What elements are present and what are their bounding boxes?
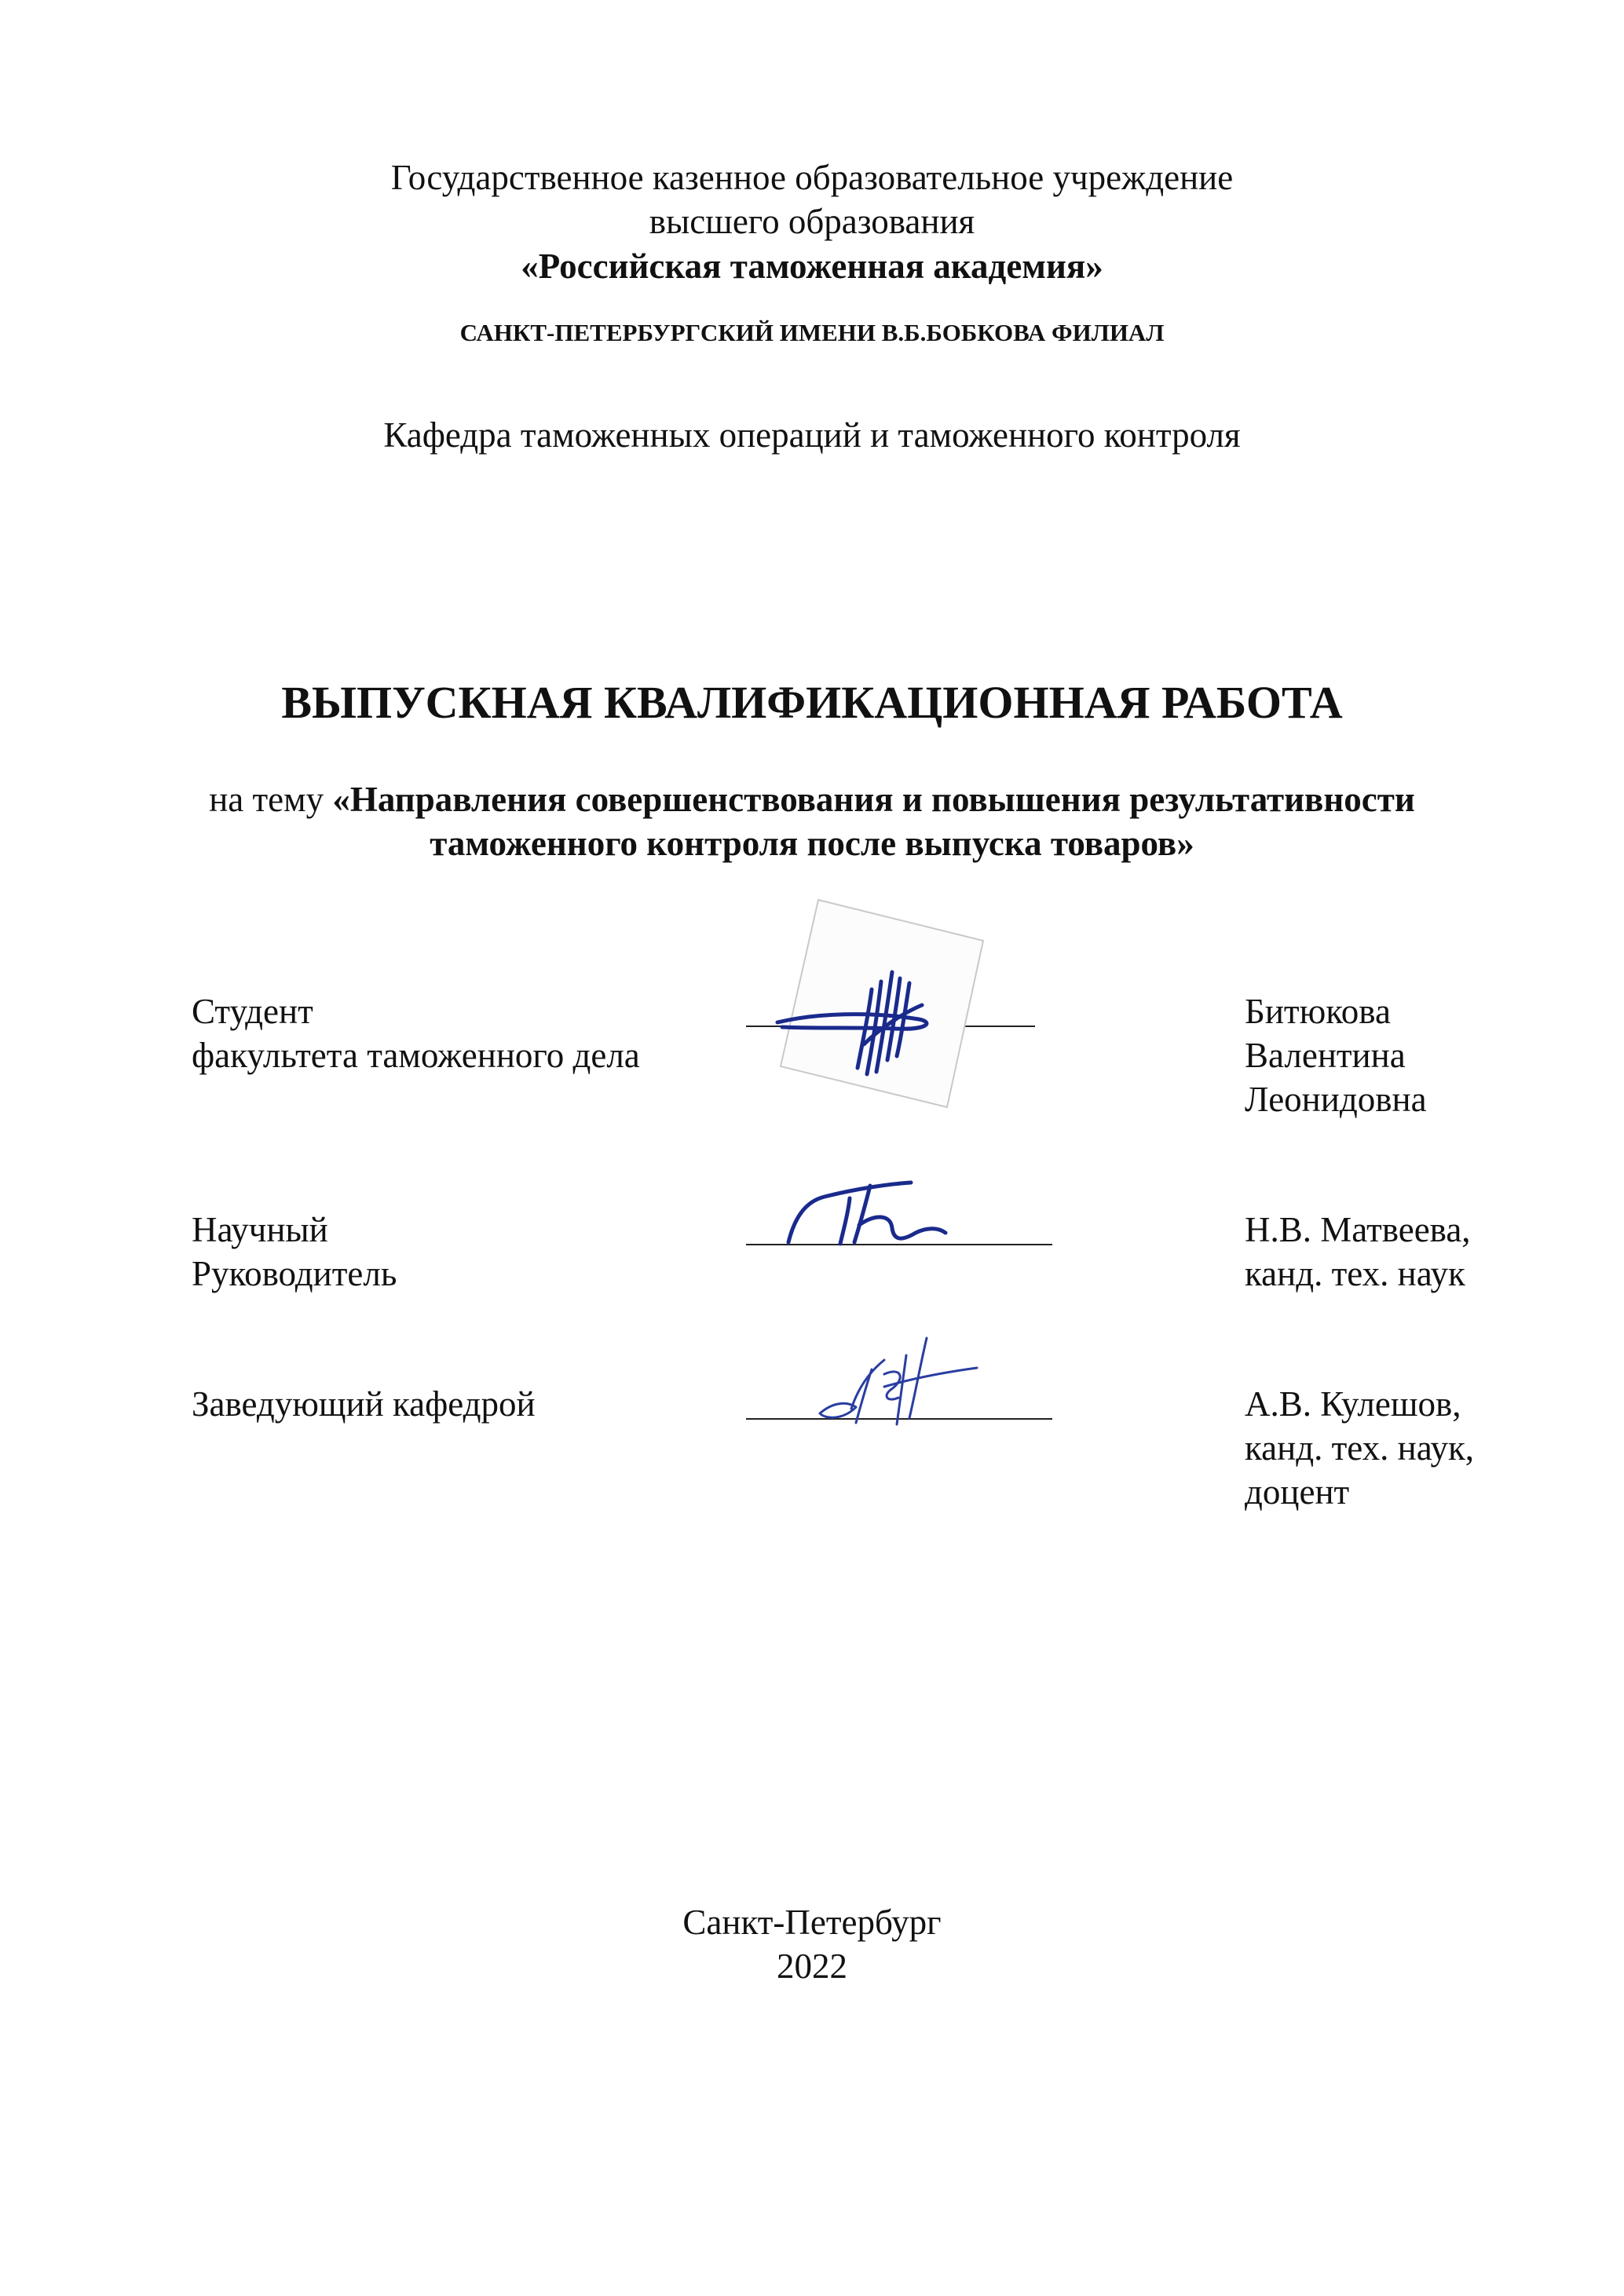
student-name-line-3: Леонидовна <box>1245 1080 1427 1119</box>
student-role-line-2: факультета таможенного дела <box>192 1036 640 1075</box>
student-name <box>1245 989 1427 1121</box>
department-name: Кафедра таможенных операций и таможенного контроля <box>383 415 1241 455</box>
student-signature <box>754 895 1005 1115</box>
student-role <box>192 989 640 1077</box>
topic-line-1 <box>0 777 1624 821</box>
head-name-line-1: А.В. Кулешов, <box>1245 1384 1461 1424</box>
supervisor-role-line-1: Научный <box>192 1210 328 1249</box>
student-role-line-1: Студент <box>192 992 313 1031</box>
head-name-line-3: доцент <box>1245 1472 1350 1512</box>
topic-title-part-1: «Направления совершенствования и повышения результативности <box>332 780 1415 819</box>
supervisor-name-line-2: канд. тех. наук <box>1245 1254 1465 1293</box>
institution-type-line: Государственное казенное образовательное учреждение <box>390 158 1234 197</box>
document-title: ВЫПУСКНАЯ КВАЛИФИКАЦИОННАЯ РАБОТА <box>281 677 1343 728</box>
year: 2022 <box>777 1947 847 1986</box>
student-name-line-1: Битюкова <box>1245 992 1391 1031</box>
head-role-line-1: Заведующий кафедрой <box>192 1384 536 1424</box>
academy-name: «Российская таможенная академия» <box>521 247 1103 286</box>
head-name-line-2: канд. тех. наук, <box>1245 1428 1475 1468</box>
institution-level-line: высшего образования <box>649 202 975 241</box>
head-role <box>192 1382 536 1426</box>
supervisor-signature <box>777 1170 958 1256</box>
student-name-line-2: Валентина <box>1245 1036 1406 1075</box>
topic-prefix: на тему <box>209 780 333 819</box>
supervisor-name-line-1: Н.В. Матвеева, <box>1245 1210 1471 1249</box>
supervisor-name <box>1245 1208 1471 1296</box>
supervisor-role-line-2: Руководитель <box>192 1254 397 1293</box>
head-signature <box>809 1327 982 1437</box>
branch-name: САНКТ-ПЕТЕРБУРГСКИЙ ИМЕНИ В.Б.БОБКОВА ФИЛИАЛ <box>459 319 1165 346</box>
city: Санкт-Петербург <box>682 1903 942 1942</box>
supervisor-role <box>192 1208 397 1296</box>
head-name <box>1245 1382 1474 1514</box>
topic-title-part-2: таможенного контроля после выпуска товаров» <box>430 824 1194 863</box>
